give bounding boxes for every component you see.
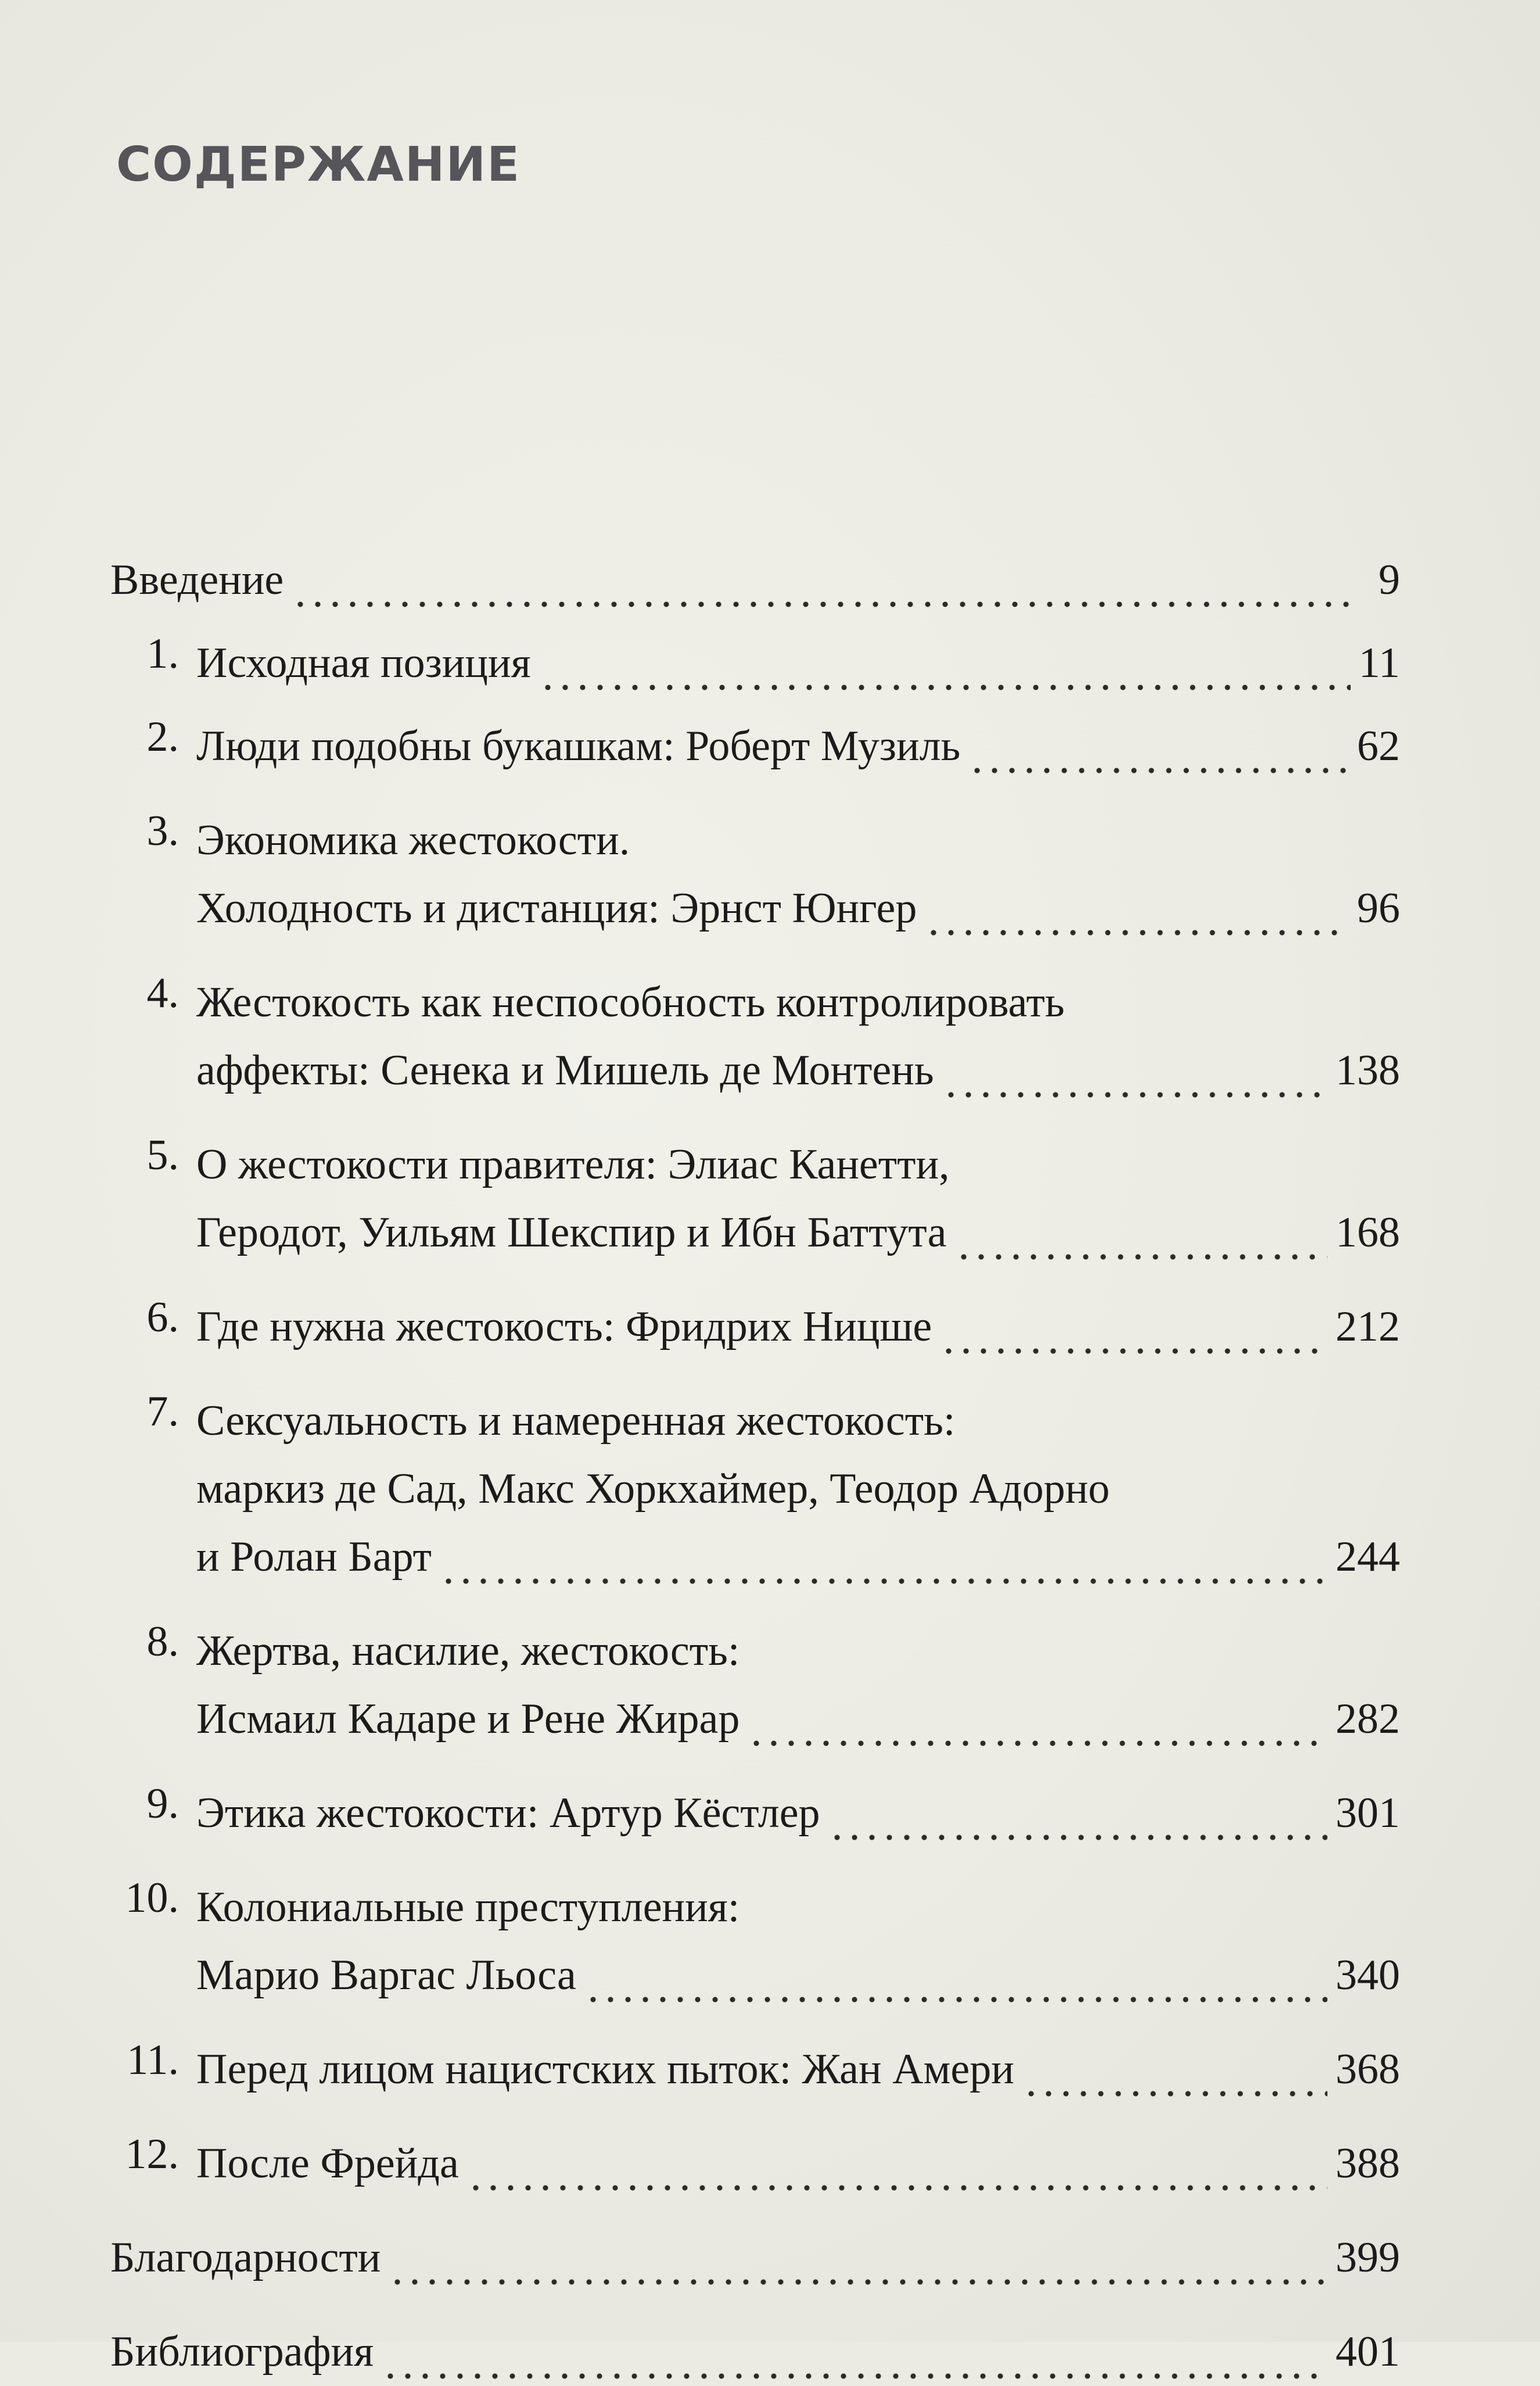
dot-leader bbox=[440, 1568, 1327, 1591]
toc-entry-chapter-12[interactable] bbox=[110, 2130, 1400, 2198]
entry-title-line: Колониальные преступления: bbox=[196, 1883, 740, 1931]
page-number: 11 bbox=[1358, 639, 1400, 687]
entry-title-line: Марио Варгас Льоса bbox=[196, 1951, 576, 1999]
page-number: 401 bbox=[1336, 2328, 1400, 2376]
dot-leader bbox=[292, 591, 1357, 614]
toc-entry-bibliography[interactable] bbox=[110, 2318, 1400, 2386]
entry-title: После Фрейда bbox=[196, 2140, 459, 2187]
chapter-number: 12. bbox=[125, 2130, 179, 2178]
dot-leader bbox=[1022, 2080, 1327, 2104]
toc-entry-chapter-1[interactable] bbox=[110, 629, 1400, 697]
entry-title: Где нужна жестокость: Фридрих Ницше bbox=[196, 1303, 932, 1350]
page-number: 244 bbox=[1336, 1533, 1400, 1581]
entry-title-line: и Ролан Барт bbox=[196, 1533, 432, 1581]
page-number: 212 bbox=[1336, 1303, 1400, 1350]
page-number: 399 bbox=[1336, 2234, 1400, 2281]
table-of-contents bbox=[110, 546, 1400, 2386]
chapter-number: 8. bbox=[146, 1618, 179, 1665]
toc-entry-chapter-11[interactable] bbox=[110, 2036, 1400, 2104]
entry-title-line: аффекты: Сенека и Мишель де Монтень bbox=[196, 1047, 934, 1094]
toc-entry-chapter-6[interactable] bbox=[110, 1293, 1400, 1361]
toc-entry-chapter-3[interactable] bbox=[110, 807, 1400, 943]
entry-title-line: Жестокость как неспособность контролировать bbox=[196, 979, 1065, 1026]
toc-entry-introduction[interactable] bbox=[110, 546, 1400, 614]
page-number: 282 bbox=[1336, 1695, 1400, 1743]
toc-entry-acknowledgements[interactable] bbox=[110, 2224, 1400, 2292]
chapter-number: 2. bbox=[146, 713, 179, 761]
entry-title: Люди подобны букашкам: Роберт Музиль bbox=[196, 722, 961, 770]
dot-leader bbox=[955, 1244, 1328, 1267]
dot-leader bbox=[748, 1730, 1327, 1753]
entry-title-line: Исмаил Кадаре и Рене Жирар bbox=[196, 1695, 740, 1743]
toc-entry-chapter-10[interactable] bbox=[110, 1873, 1400, 2009]
chapter-number: 6. bbox=[146, 1294, 179, 1341]
page-number: 138 bbox=[1336, 1047, 1400, 1094]
page-number: 368 bbox=[1336, 2045, 1400, 2093]
page-number: 96 bbox=[1357, 884, 1400, 932]
page-title: СОДЕРЖАНИЕ bbox=[116, 137, 521, 192]
toc-entry-chapter-5[interactable] bbox=[110, 1131, 1400, 1267]
entry-title: Этика жестокости: Артур Кёстлер bbox=[196, 1789, 820, 1837]
page-number: 168 bbox=[1336, 1209, 1400, 1256]
page-number: 301 bbox=[1336, 1789, 1400, 1837]
entry-title-line: маркиз де Сад, Макс Хоркхаймер, Теодор Адорно bbox=[196, 1465, 1110, 1513]
entry-title-line: Геродот, Уильям Шекспир и Ибн Баттута bbox=[196, 1209, 947, 1256]
toc-entry-chapter-8[interactable] bbox=[110, 1617, 1400, 1753]
chapter-number: 1. bbox=[146, 630, 179, 678]
entry-title: Библиография bbox=[110, 2328, 374, 2376]
dot-leader bbox=[828, 1824, 1327, 1847]
entry-title: Введение bbox=[110, 556, 284, 604]
chapter-number: 5. bbox=[146, 1131, 179, 1179]
chapter-number: 10. bbox=[125, 1874, 179, 1922]
chapter-number: 7. bbox=[146, 1388, 179, 1435]
toc-entry-chapter-9[interactable] bbox=[110, 1779, 1400, 1847]
chapter-number: 11. bbox=[127, 2036, 179, 2084]
chapter-number: 9. bbox=[146, 1780, 179, 1828]
chapter-number: 3. bbox=[146, 807, 179, 855]
entry-title: Благодарности bbox=[110, 2234, 381, 2281]
dot-leader bbox=[539, 674, 1351, 697]
page-number: 340 bbox=[1336, 1951, 1400, 1999]
toc-entry-chapter-4[interactable] bbox=[110, 969, 1400, 1105]
entry-title: Исходная позиция bbox=[196, 639, 531, 687]
page-number: 9 bbox=[1379, 556, 1400, 604]
dot-leader bbox=[382, 2363, 1327, 2386]
toc-entry-chapter-2[interactable] bbox=[110, 712, 1400, 780]
dot-leader bbox=[584, 1986, 1327, 2009]
entry-title-line: Жертва, насилие, жестокость: bbox=[196, 1627, 740, 1675]
page-number: 62 bbox=[1357, 722, 1400, 770]
entry-title: Перед лицом нацистских пыток: Жан Амери bbox=[196, 2045, 1014, 2093]
entry-title-line: Сексуальность и намеренная жестокость: bbox=[196, 1397, 956, 1445]
entry-title-line: Холодность и дистанция: Эрнст Юнгер bbox=[196, 884, 917, 932]
entry-title-line: Экономика жестокости. bbox=[196, 816, 630, 864]
chapter-number: 4. bbox=[146, 969, 179, 1017]
dot-leader bbox=[968, 757, 1349, 780]
dot-leader bbox=[467, 2174, 1327, 2198]
dot-leader bbox=[925, 919, 1349, 943]
entry-title-line: О жестокости правителя: Элиас Канетти, bbox=[196, 1141, 950, 1188]
dot-leader bbox=[940, 1338, 1327, 1361]
dot-leader bbox=[942, 1081, 1327, 1105]
toc-entry-chapter-7[interactable] bbox=[110, 1387, 1400, 1591]
page-number: 388 bbox=[1336, 2140, 1400, 2187]
dot-leader bbox=[389, 2269, 1327, 2292]
